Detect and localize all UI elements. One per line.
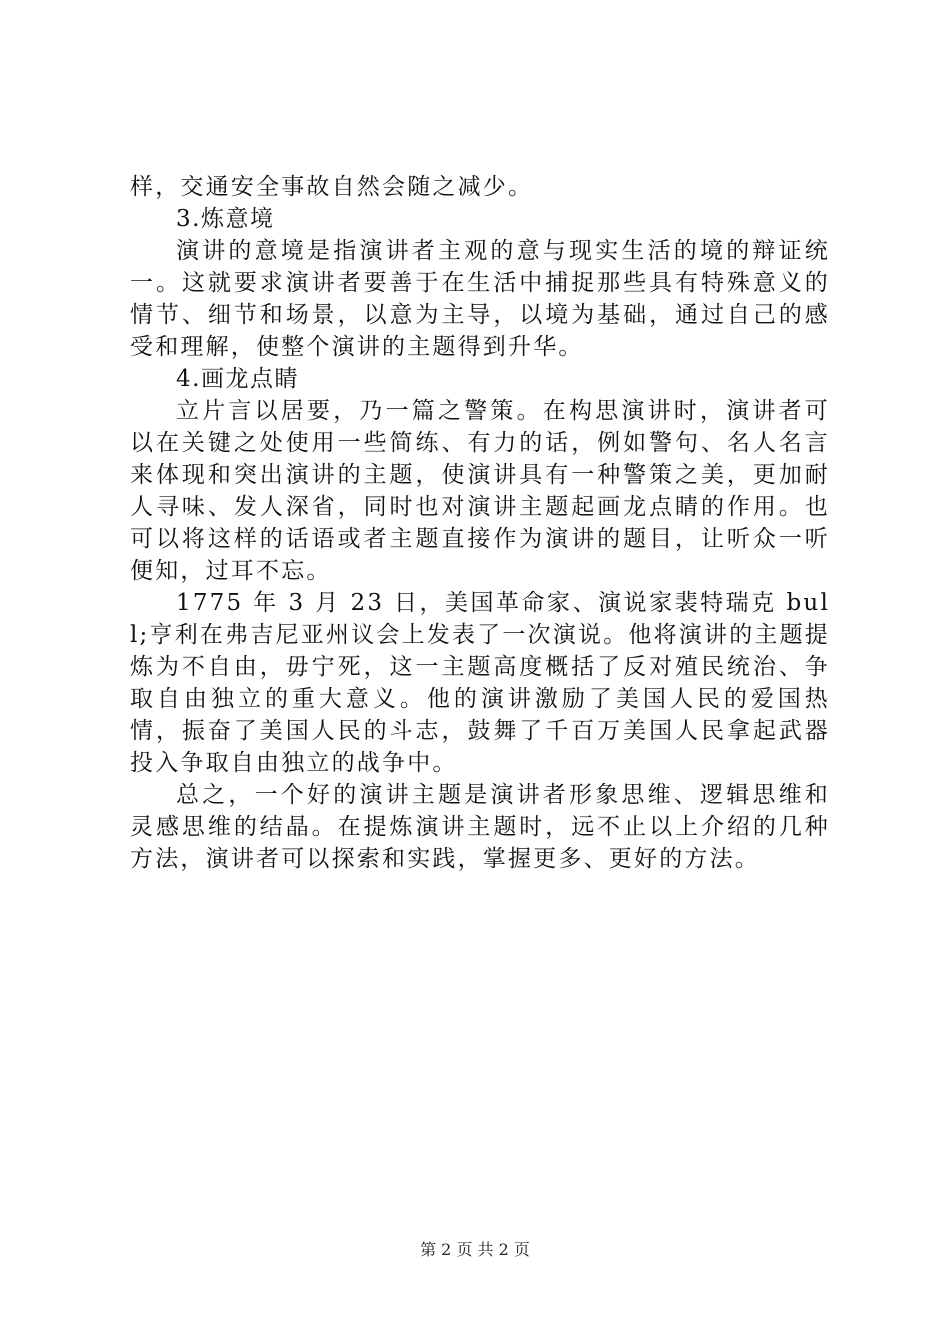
- page-footer: 第 2 页 共 2 页: [420, 1240, 530, 1259]
- section-heading-finishing-touch: 4.画龙点睛: [176, 366, 299, 392]
- section-heading-refine-mood: 3.炼意境: [176, 206, 275, 232]
- paragraph-conclusion: 总之，一个好的演讲主题是演讲者形象思维、逻辑思维和灵感思维的结晶。在提炼演讲主题时，远不止以上介绍的几种方法，演讲者可以探索和实践，掌握更多、更好的方法。: [130, 782, 830, 872]
- document-body: [130, 171, 830, 875]
- paragraph-finishing-touch: 立片言以居要，乃一篇之警策。在构思演讲时，演讲者可以在关键之处使用一些简练、有力的话，例如警句、名人名言来体现和突出演讲的主题，使演讲具有一种警策之美，更加耐人寻味、发人深省，同时也对演讲主题起画龙点睛的作用。也可以将这样的话语或者主题直接作为演讲的题目，让听众一听便知，过耳不忘。: [130, 398, 830, 584]
- paragraph-continuation: 样，交通安全事故自然会随之减少。: [130, 174, 534, 200]
- paragraph-mood: 演讲的意境是指演讲者主观的意与现实生活的境的辩证统一。这就要求演讲者要善于在生活中捕捉那些具有特殊意义的情节、细节和场景，以意为主导，以境为基础，通过自己的感受和理解，使整个演讲的主题得到升华。: [130, 238, 830, 360]
- paragraph-henry-speech: 1775 年 3 月 23 日，美国革命家、演说家裴特瑞克 bull;亨利在弗吉尼亚州议会上发表了一次演说。他将演讲的主题提炼为不自由，毋宁死，这一主题高度概括了反对殖民统治、争取自由独立的重大意义。他的演讲激励了美国人民的爱国热情，振奋了美国人民的斗志，鼓舞了千百万美国人民拿起武器投入争取自由独立的战争中。: [130, 590, 830, 776]
